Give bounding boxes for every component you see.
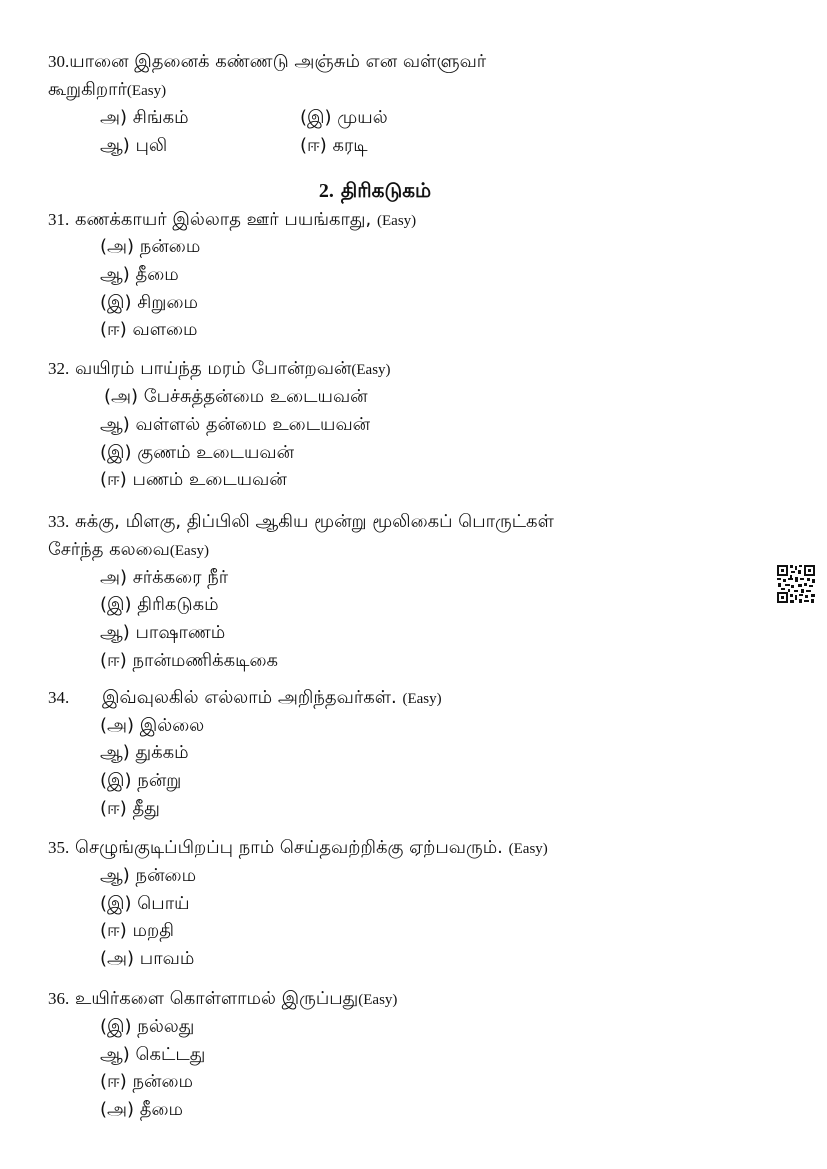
option: ஆ) வள்ளல் தன்மை உடையவன் [100, 414, 371, 435]
option: (இ) முயல் [300, 107, 388, 128]
difficulty-tag: (Easy) [358, 992, 398, 1008]
option: (இ) திரிகடுகம் [100, 594, 219, 615]
question-number: 31. [48, 210, 70, 229]
question-number: 34. [48, 688, 70, 707]
option: (ஈ) கரடி [300, 135, 368, 156]
option: (இ) சிறுமை [100, 292, 198, 313]
question-text: செழுங்குடிப்பிறப்பு நாம் செய்தவற்றிக்கு ஏற்பவரும். [74, 837, 503, 858]
question-number: 32. [48, 359, 70, 378]
question-32 [48, 357, 391, 382]
question-text-line2: சேர்ந்த கலவை [48, 539, 170, 560]
question-number: 33. [48, 512, 70, 531]
qr-code-icon [776, 564, 816, 604]
question-text-line1: சுக்கு, மிளகு, திப்பிலி ஆகிய மூன்று மூலிகைப் பொருட்கள் [74, 511, 554, 532]
option: ஆ) துக்கம் [100, 742, 189, 763]
option: ஆ) தீமை [100, 264, 179, 285]
option: (ஈ) நான்மணிக்கடிகை [100, 650, 279, 671]
option: (அ) தீமை [100, 1099, 184, 1120]
option: ஆ) பாஷாணம் [100, 622, 226, 643]
question-31 [48, 208, 416, 233]
question-30-line2 [48, 78, 166, 103]
option: (ஈ) பணம் உடையவன் [100, 469, 287, 490]
option: (அ) நன்மை [100, 236, 201, 257]
option: (ஈ) நன்மை [100, 1071, 194, 1092]
question-number: 35. [48, 838, 70, 857]
option: (அ) பேச்சுத்தன்மை உடையவன் [104, 386, 368, 407]
difficulty-tag: (Easy) [377, 213, 417, 229]
section-heading [0, 177, 750, 204]
question-text-line2: கூறுகிறார் [48, 79, 127, 100]
question-33-line2 [48, 538, 209, 563]
section-title: திரிகடுகம் [340, 178, 432, 202]
question-text: இவ்வுலகில் எல்லாம் அறிந்தவர்கள். [102, 687, 397, 708]
option: (இ) நன்று [100, 770, 182, 791]
option: ஆ) நன்மை [100, 865, 197, 886]
option: (ஈ) வளமை [100, 319, 198, 340]
question-text: கணக்காயர் இல்லாத ஊர் பயங்காது, [74, 209, 372, 230]
question-number: 36. [48, 989, 70, 1008]
option: (ஈ) மறதி [100, 920, 174, 941]
difficulty-tag: (Easy) [402, 691, 442, 707]
question-text: உயிர்களை கொள்ளாமல் இருப்பது [74, 988, 359, 1009]
question-text: வயிரம் பாய்ந்த மரம் போன்றவன் [74, 358, 352, 379]
option: ஆ) புலி [100, 135, 168, 156]
question-35 [48, 836, 548, 861]
option: அ) சிங்கம் [100, 107, 189, 128]
option: ஆ) கெட்டது [100, 1044, 206, 1065]
question-text-line1: யானை இதனைக் கண்ணடு அஞ்சும் என வள்ளுவர் [69, 51, 487, 72]
question-30 [48, 50, 486, 74]
question-33 [48, 510, 554, 534]
option: (அ) இல்லை [100, 715, 205, 736]
difficulty-tag: (Easy) [351, 362, 391, 378]
question-34 [48, 686, 69, 710]
option: (இ) குணம் உடையவன் [100, 442, 295, 463]
difficulty-tag: (Easy) [126, 83, 167, 99]
option: (ஈ) தீது [100, 798, 160, 819]
difficulty-tag: (Easy) [508, 841, 548, 857]
question-34-text [102, 686, 442, 711]
option: அ) சர்க்கரை நீர் [100, 567, 229, 588]
option: (இ) பொய் [100, 893, 190, 914]
option: (அ) பாவம் [100, 948, 195, 969]
difficulty-tag: (Easy) [169, 543, 210, 559]
question-36 [48, 987, 397, 1012]
question-number: 30. [48, 52, 70, 71]
section-number: 2. [318, 180, 334, 202]
option: (இ) நல்லது [100, 1016, 195, 1037]
